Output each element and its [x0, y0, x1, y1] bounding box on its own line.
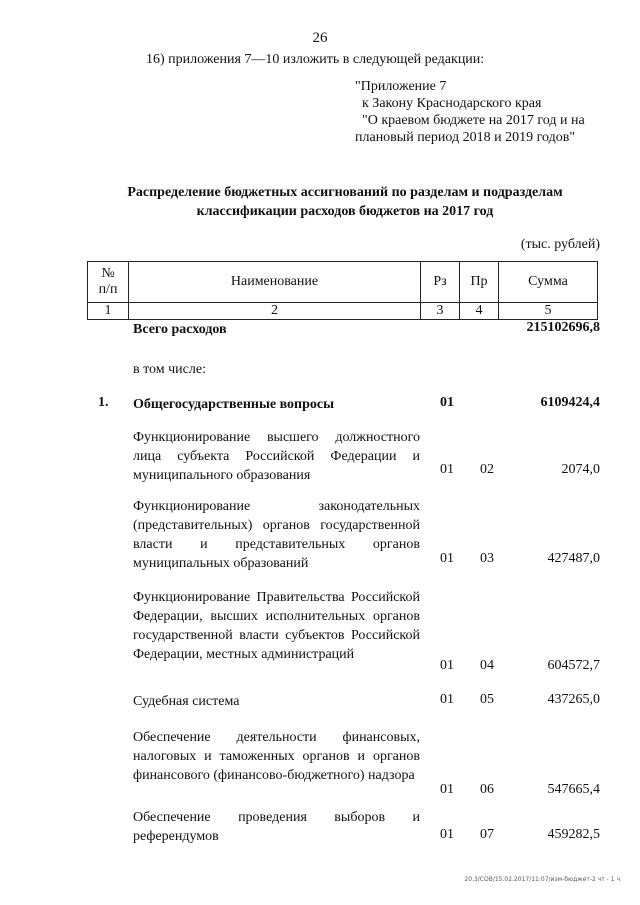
row-sum: 427487,0: [547, 551, 600, 566]
row-rz: 01: [440, 782, 454, 797]
header-pr: Пр: [460, 262, 499, 303]
row-name: Обеспечение проведения выборов и референдумов: [133, 810, 420, 844]
row-sum: 459282,5: [547, 827, 600, 842]
title-line: Распределение бюджетных ассигнований по разделам и подразделам: [127, 185, 563, 200]
table-header: [87, 261, 598, 320]
row-rz: 01: [440, 692, 454, 707]
document-title: [95, 183, 595, 221]
footer-code: 20.3/СОВ/15.02.2017/11:07/изм-бюджет-2 чт - 1 ч: [464, 876, 620, 883]
row-sum: 437265,0: [547, 692, 600, 707]
appendix-line: "О краевом бюджете на 2017 год и на: [362, 113, 585, 128]
row-pr: 02: [480, 462, 494, 477]
row-rz: 01: [440, 658, 454, 673]
header-rz: Рз: [421, 262, 460, 303]
row-pr: 03: [480, 551, 494, 566]
appendix-line: к Закону Краснодарского края: [362, 96, 542, 111]
column-number: 2: [129, 303, 421, 320]
header-sum: Сумма: [499, 262, 598, 303]
row-pr: 07: [480, 827, 494, 842]
section-name: Общегосударственные вопросы: [133, 397, 335, 412]
header-number: № п/п: [88, 262, 129, 303]
header-name: Наименование: [129, 262, 421, 303]
row-rz: 01: [440, 827, 454, 842]
page-number: 26: [312, 30, 328, 46]
appendix-line: "Приложение 7: [355, 79, 447, 94]
appendix-line: плановый период 2018 и 2019 годов": [355, 130, 576, 145]
section-number: 1.: [98, 395, 109, 410]
in-that-label: в том числе:: [133, 362, 206, 377]
column-number: 1: [88, 303, 129, 320]
row-pr: 05: [480, 692, 494, 707]
column-number: 4: [460, 303, 499, 320]
row-name: Функционирование законодательных (представительных) органов государственной власти и представительных органов муниципальных образований: [133, 499, 420, 571]
appendix-header: [355, 78, 585, 146]
row-rz: 01: [440, 462, 454, 477]
row-sum: 2074,0: [561, 462, 600, 477]
row-name: Функционирование высшего должностного лица субъекта Российской Федерации и муниципального образования: [133, 430, 420, 483]
total-sum: 215102696,8: [526, 320, 600, 335]
column-number: 5: [499, 303, 598, 320]
row-name: Судебная система: [133, 694, 240, 709]
total-label: Всего расходов: [133, 322, 227, 337]
units-label: (тыс. рублей): [520, 237, 600, 252]
row-pr: 04: [480, 658, 494, 673]
row-sum: 604572,7: [547, 658, 600, 673]
row-name: Функционирование Правительства Российской Федерации, высших исполнительных органов государственной власти субъектов Российской Федерации, местных администраций: [133, 590, 420, 662]
row-sum: 547665,4: [547, 782, 600, 797]
column-number: 3: [421, 303, 460, 320]
row-name: Обеспечение деятельности финансовых, налоговых и таможенных органов и органов финансового (финансово-бюджетного) надзора: [133, 730, 420, 783]
row-pr: 06: [480, 782, 494, 797]
section-sum: 6109424,4: [540, 395, 600, 410]
section-rz: 01: [440, 395, 454, 410]
row-rz: 01: [440, 551, 454, 566]
title-line: классификации расходов бюджетов на 2017 год: [196, 204, 494, 219]
intro-text: 16) приложения 7—10 изложить в следующей редакции:: [146, 52, 485, 67]
